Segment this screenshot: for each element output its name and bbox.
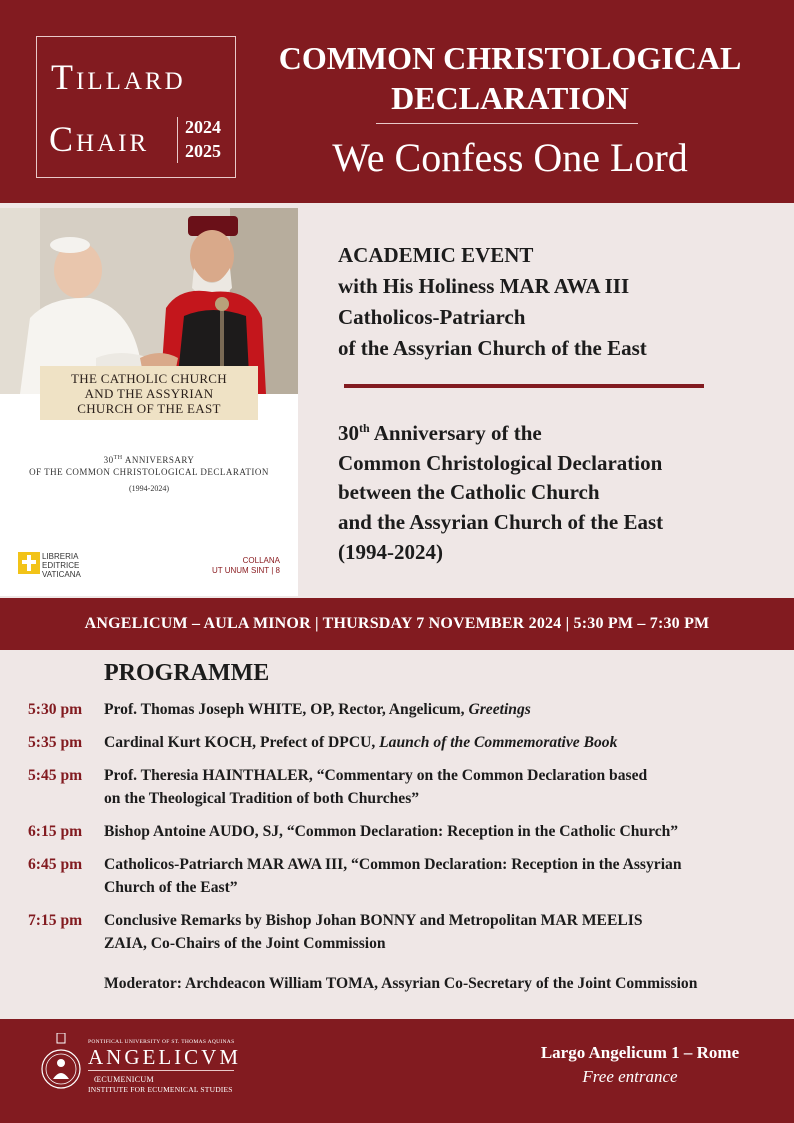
programme-time: 5:30 pm xyxy=(28,701,83,718)
programme-text: Catholicos-Patriarch MAR AWA III, “Common Declaration: Reception in the Assyrian Church of the East” xyxy=(104,856,682,896)
publisher-line3: VATICANA xyxy=(42,570,81,579)
programme-heading: PROGRAMME xyxy=(104,660,270,686)
chair-year-start: 2024 xyxy=(185,117,221,137)
chair-divider xyxy=(177,117,178,163)
chair-line1: Tillard xyxy=(51,57,186,97)
programme-text: Bishop Antoine AUDO, SJ, “Common Declaration: Reception in the Catholic Church” xyxy=(104,823,679,840)
footer-banner xyxy=(0,1019,794,1123)
book-anniversary xyxy=(0,452,298,478)
event-line1: ACADEMIC EVENT xyxy=(338,243,534,267)
chair-year-end: 2025 xyxy=(185,141,221,161)
angelicum-seal-icon xyxy=(40,1033,82,1091)
programme-time: 6:45 pm xyxy=(28,856,83,873)
tillard-chair-logo xyxy=(36,36,236,178)
main-title-line2: DECLARATION xyxy=(391,80,629,116)
main-title-line1: COMMON CHRISTOLOGICAL xyxy=(278,40,742,76)
book-cover xyxy=(0,208,298,596)
event-line3: Catholicos-Patriarch xyxy=(338,305,526,329)
book-title-line1: THE CATHOLIC CHURCH xyxy=(71,371,227,386)
lev-logo-icon xyxy=(18,552,40,574)
book-anniv-line2: OF THE COMMON CHRISTOLOGICAL DECLARATION xyxy=(29,467,269,477)
anniv-line3: between the Catholic Church xyxy=(338,480,600,504)
event-line2: with His Holiness MAR AWA III xyxy=(338,274,630,298)
event-years: (1994-2024) xyxy=(338,540,443,564)
book-title-line2: AND THE ASSYRIAN xyxy=(84,386,214,401)
programme-text: Prof. Thomas Joseph WHITE, OP, Rector, Angelicum, Greetings xyxy=(104,701,531,718)
entrance-note: Free entrance xyxy=(582,1067,678,1086)
institute-line2: INSTITUTE FOR ECUMENICAL STUDIES xyxy=(88,1085,233,1094)
anniv-num: 30 xyxy=(338,421,359,445)
anniv-sup: th xyxy=(359,421,370,435)
programme-text: Cardinal Kurt KOCH, Prefect of DPCU, Launch of the Commemorative Book xyxy=(104,734,618,751)
title-divider xyxy=(376,123,638,124)
programme-time: 5:35 pm xyxy=(28,734,83,751)
angelicum-wordmark: ANGELICVM xyxy=(88,1045,241,1069)
publisher-name xyxy=(42,552,81,579)
chair-line2: Chair xyxy=(49,119,150,159)
venue-bar: ANGELICUM – AULA MINOR | THURSDAY 7 NOVEMBER 2024 | 5:30 PM – 7:30 PM xyxy=(0,598,794,650)
institute-line1: ŒCUMENICUM xyxy=(94,1075,154,1084)
publisher-line1: LIBRERIA xyxy=(42,552,79,561)
moderator-line: Moderator: Archdeacon William TOMA, Assyrian Co-Secretary of the Joint Commission xyxy=(104,975,698,992)
programme-text: Conclusive Remarks by Bishop Johan BONNY and Metropolitan MAR MEELIS ZAIA, Co-Chairs of the Joint Commission xyxy=(104,912,643,952)
book-title xyxy=(40,366,258,420)
collana-line1: COLLANA xyxy=(242,556,280,565)
event-line4: of the Assyrian Church of the East xyxy=(338,336,647,360)
anniv-line4: and the Assyrian Church of the East xyxy=(338,509,664,534)
main-title xyxy=(250,38,770,118)
event-description xyxy=(338,240,647,364)
subtitle: We Confess One Lord xyxy=(332,135,688,180)
programme-time: 6:15 pm xyxy=(28,823,83,840)
book-anniv-sup: TH xyxy=(113,455,123,461)
programme-time: 5:45 pm xyxy=(28,767,83,784)
anniv-line2: Common Christological Declaration xyxy=(338,450,663,475)
angelicum-divider xyxy=(88,1070,234,1071)
publisher-line2: EDITRICE xyxy=(42,561,80,570)
address: Largo Angelicum 1 – Rome xyxy=(540,1043,740,1062)
book-anniv-line1: ANNIVERSARY xyxy=(124,455,195,465)
event-divider xyxy=(344,384,704,388)
collana-line2: UT UNUM SINT | 8 xyxy=(211,566,280,575)
book-series xyxy=(212,556,280,576)
book-years: (1994-2024) xyxy=(129,484,169,493)
programme-text: Prof. Theresia HAINTHALER, “Commentary on the Common Declaration based on the Theological Tradition of both Churches” xyxy=(104,767,648,807)
header-banner xyxy=(0,0,794,203)
book-anniv-num: 30 xyxy=(103,455,114,465)
programme-time: 7:15 pm xyxy=(28,912,83,929)
anniversary-description xyxy=(338,414,663,537)
anniv-line1: Anniversary of the xyxy=(369,421,542,445)
book-title-line3: CHURCH OF THE EAST xyxy=(77,401,221,416)
university-name: PONTIFICAL UNIVERSITY OF ST. THOMAS AQUINAS xyxy=(88,1039,235,1045)
